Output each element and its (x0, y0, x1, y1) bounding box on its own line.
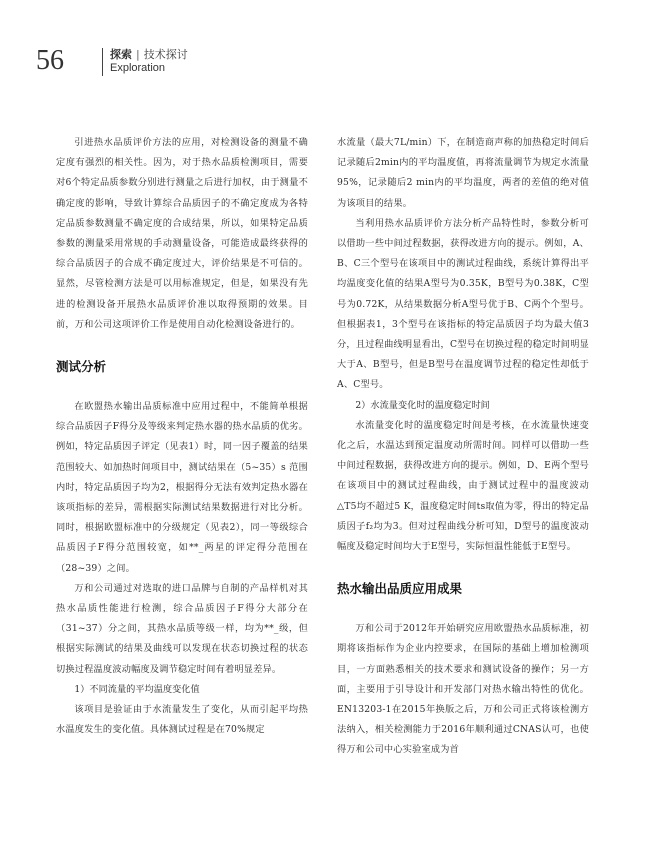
subsection-label: 技术探讨 (143, 48, 188, 61)
subheading-flow-temperature: 1）不同流量的平均温度变化值 (74, 683, 200, 695)
header-divider (102, 48, 103, 76)
subheading-stability-time: 2）水流量变化时的温度稳定时间 (355, 399, 490, 411)
section-heading-test-analysis: 测试分析 (56, 359, 107, 375)
body-paragraph: 当利用热水品质评价方法分析产品特性时，参数分析可以借助一些中间过程数据，获得改进方向的提示。例如，A、B、C三个型号在该项目中的测试过程曲线，系统计算得出平均温度变化值的结果A型号为0.35K，B型号为0.38K，C型号为0.72K，从结果数据分析A型号优于B、C两个个型号。但根据表1，3个型号在该指标的特定品质因子均为最大值3分，且过程曲线明显看出，C型号在切换过程的稳定时间明显大于A、B型号，但是B型号在温度调节过程的稳定性却低于A、C型号。 (337, 217, 589, 391)
body-paragraph: 该项目是验证由于水流量发生了变化，从而引起平均热水温度发生的变化值。具体测试过程是在70%规定 (56, 704, 308, 736)
section-heading-application-results: 热水输出品质应用成果 (337, 581, 463, 597)
body-paragraph: 水流量变化时的温度稳定时间是考核，在水流量快速变化之后，水温达到预定温度动所需时间。同样可以借助一些中间过程数据，获得改进方向的提示。例如，D、E两个型号在该项目中的测试过程曲线，由于测试过程中的温度波动△T5均不超过5 K，温度稳定时间ts取值为零，得出的特定品质因子f₂均为3。但对过程曲线分析可知，D型号的温度波动幅度及稳定时间均大于E型号，实际恒温性能低于E型号。 (337, 419, 589, 553)
page-number: 56 (36, 45, 64, 76)
body-paragraph: 万和公司于2012年开始研究应用欧盟热水品质标准，初期将该指标作为企业内控要求，在国际的基础上增加检测项目，一方面熟悉相关的技术要求和测试设备的操作；另一方面，主要用于引导设计和开发部门对热水输出特性的优化。EN13203-1在2015年换版之后，万和公司正式将该检测方法纳入，相关检测能力于2016年顺利通过CNAS认可，也使得万和公司中心实验室成为首 (337, 623, 589, 756)
left-column (56, 133, 308, 740)
body-paragraph: 水流量（最大7L/min）下，在制造商声称的加热稳定时间后记录随后2min内的平均温度值，再将流量调节为规定水流量95%，记录随后2 min内的平均温度，两者的差值的绝对值为该项目的结果。 (337, 137, 589, 209)
section-title-english: Exploration (110, 62, 166, 74)
right-column (337, 133, 589, 761)
body-paragraph: 引进热水品质评价方法的应用，对检测设备的测量不确定度有强烈的相关性。因为，对于热水品质检测项目，需要对6个特定品质参数分别进行测量之后进行加权，由于测量不确定度的影响，导致计算综合品质因子的不确定度成为各特定品质参数测量不确定度的合成结果，所以，如果特定品质参数的测量采用常规的手动测量设备，可能造成最终获得的综合品质因子的合成不确定度过大，评价结果是不可信的。显然，尽管检测方法是可以用标准规定，但是，如果没有先进的检测设备开展热水品质评价准以取得预期的效果。目前，万和公司这项评价工作是使用自动化检测设备进行的。 (56, 137, 308, 330)
body-paragraph: 在欧盟热水输出品质标准中应用过程中，不能简单根据综合品质因子F得分及等级来判定热水器的热水品质的优劣。例如，特定品质因子评定（见表1）时，同一因子覆盖的结果范围较大、如加热时间项目中，测试结果在（5~35）s 范围内时，特定品质因子均为2，根据得分无法有效判定热水器在该项指标的差异，需根据实际测试结果数据进行对比分析。同时，根据欧盟标准中的分级规定（见表2），同一等级综合品质因子F得分范围较宽，如**_两星的评定得分范围在（28~39）之间。 (56, 401, 308, 574)
section-label: 探索 (110, 48, 132, 61)
section-separator: | (136, 48, 140, 61)
body-paragraph: 万和公司通过对选取的进口品牌与自制的产品样机对其热水品质性能进行检测，综合品质因子F得分大部分在（31~37）分之间，其热水品质等级一样，均为**_级，但根据实际测试的结果及曲线可以发现在状态切换过程的状态切换过程温度波动幅度及调节稳定时间有着明显差异。 (56, 582, 308, 675)
section-title (110, 46, 188, 62)
